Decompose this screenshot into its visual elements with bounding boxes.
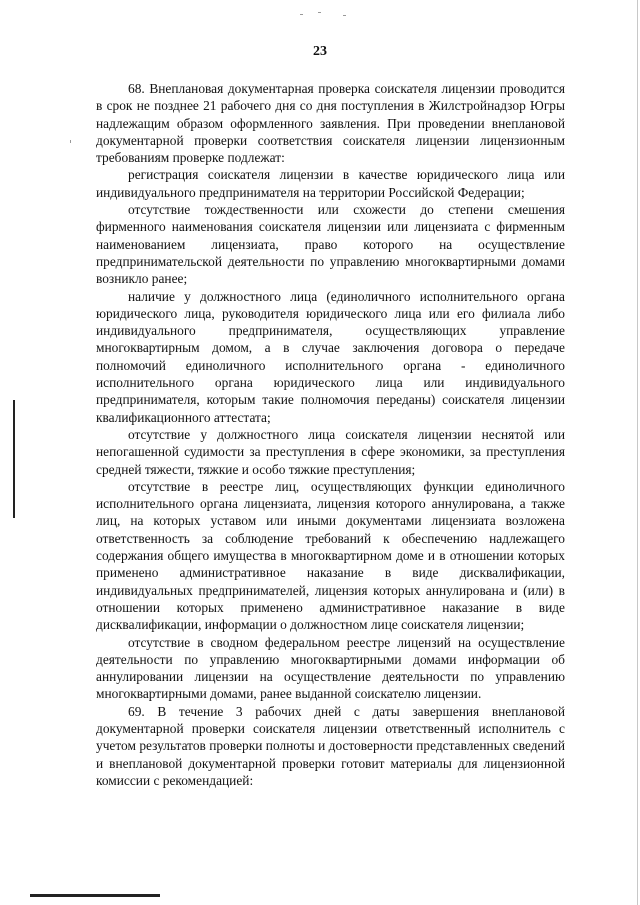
paragraph-trade-name: отсутствие тождественности или схожести до степени смешения фирменного наименования соискателя лицензии или лицензиата с фирменным наименованием лицензиата, право которого на осуществление предпринимательской деятельности по управлению многоквартирными домами возникло ранее; [96,202,565,287]
scan-artifact-bottom-bar [30,894,160,897]
page-number: 23 [313,44,327,59]
paragraph-68: 68. Внеплановая документарная проверка соискателя лицензии проводится в срок не позднее 21 рабочего дня со дня поступления в Жилстройнадзор Югры надлежащим образом оформленного заявления. При проведении внеплановой документарной проверки соответствия соискателя лицензии лицензионным требованиям проверке подлежат: [96,81,565,166]
scan-speck [343,15,346,16]
scan-speck [318,12,321,13]
paragraph-disqualification-registry: отсутствие в реестре лиц, осуществляющих функции единоличного исполнительного органа лицензиата, лицензия которого аннулирована, а также лиц, на которых уставом или иными документами лицензиата возложена ответственность за соблюдение требований к обеспечению надлежащего содержания общего имущества в многоквартирном доме и в отношении которых применено административное наказание в виде дисквалификации, индивидуальных предпринимателей, лицензия которых аннулирована и (или) в отношении которых применено административное наказание в виде дисквалификации, информации о должностном лице соискателя лицензии; [96,478,565,633]
paragraph-attestation: наличие у должностного лица (единоличного исполнительного органа юридического лица, руководителя юридического лица или его филиала либо индивидуального предпринимателя, осуществляющих управление многоквартирным домом, а в случае заключения договора о передаче полномочий единоличного исполнительного органа - единоличного исполнительного органа юридического лица или индивидуального предпринимателя, которым такие полномочия переданы) соискателя лицензии квалификационного аттестата; [96,288,565,425]
document-body [96,80,565,789]
paragraph-69: 69. В течение 3 рабочих дней с даты завершения внеплановой документарной проверки соискателя лицензии ответственный исполнитель с учетом результатов проверки полноты и достоверности представленных сведений и внеплановой документарной проверки готовит материалы для лицензионной комиссии с рекомендацией: [96,703,565,788]
paragraph-criminal-record: отсутствие у должностного лица соискателя лицензии неснятой или непогашенной судимости за преступления в сфере экономики, за преступления средней тяжести, тяжкие и особо тяжкие преступления; [96,426,565,477]
paragraph-registration: регистрация соискателя лицензии в качестве юридического лица или индивидуального предпринимателя на территории Российской Федерации; [96,167,565,200]
scan-speck [300,14,303,15]
scan-artifact-right-edge [637,0,638,905]
paragraph-federal-registry: отсутствие в сводном федеральном реестре лицензий на осуществление деятельности по управлению многоквартирными домами информации об аннулировании лицензии на осуществление деятельности по управлению многоквартирными домами, ранее выданной соискателю лицензии. [96,634,565,702]
scan-artifact-left-bar [13,400,15,518]
scan-speck [70,140,71,143]
